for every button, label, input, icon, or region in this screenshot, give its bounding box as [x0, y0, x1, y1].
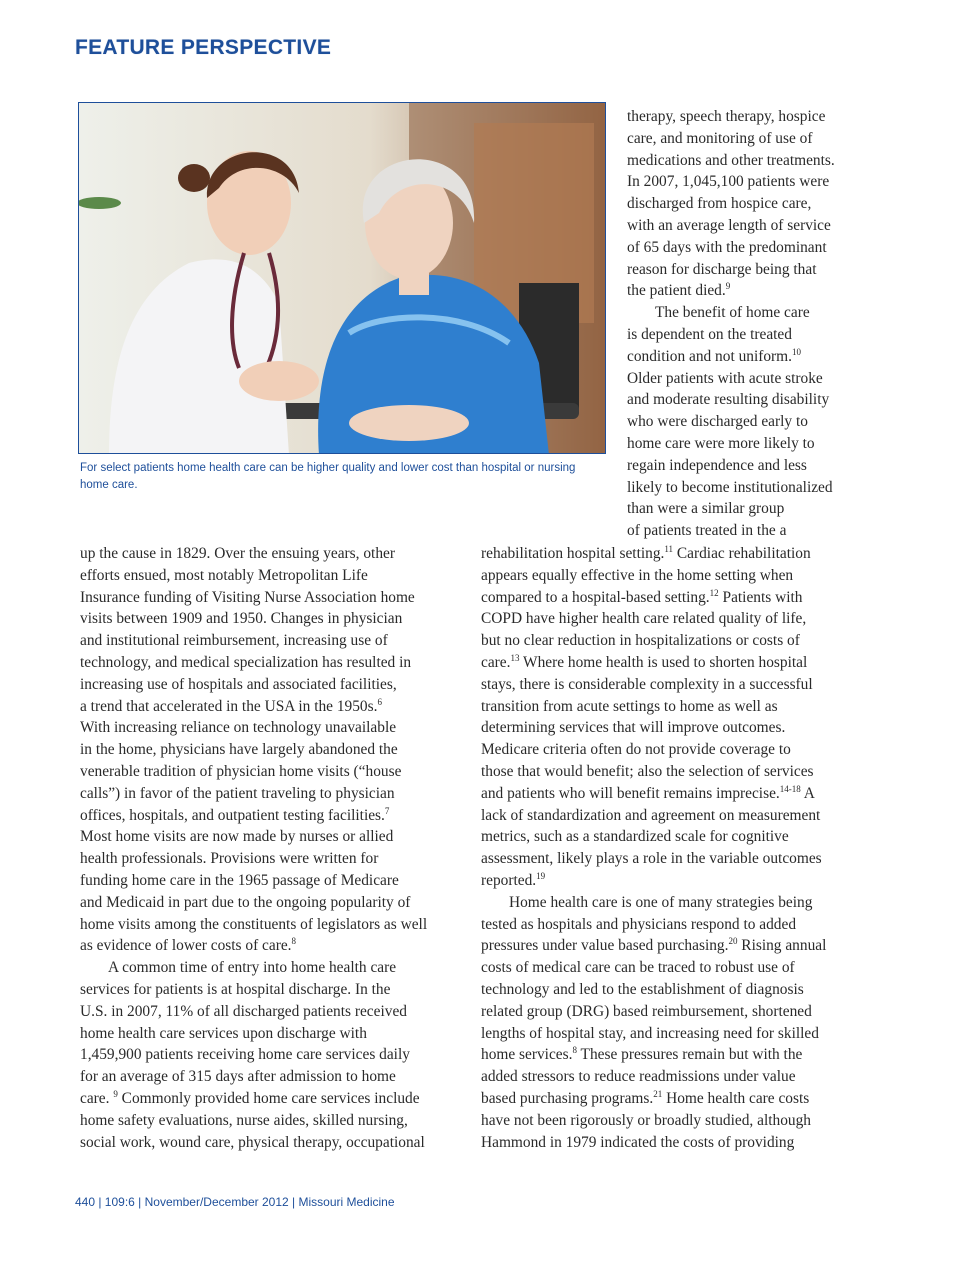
- line-text: Where home health is used to shorten hospital: [519, 653, 808, 671]
- text-line: [627, 215, 887, 237]
- text-line: [80, 1088, 470, 1110]
- text-line: [627, 106, 887, 128]
- text-line: [481, 630, 871, 652]
- line-text: visits between 1909 and 1950. Changes in physician: [80, 610, 403, 628]
- line-text: reported.: [481, 871, 537, 889]
- line-text: home visits among the constituents of legislators as well: [80, 915, 428, 933]
- text-line: [627, 368, 887, 390]
- text-line: [80, 1044, 470, 1066]
- line-text: with an average length of service: [627, 216, 831, 234]
- line-text: pressures under value based purchasing.: [481, 937, 729, 955]
- line-text: lack of standardization and agreement on measurement: [481, 806, 821, 824]
- line-text: efforts ensued, most notably Metropolitan Life: [80, 566, 368, 584]
- text-line: [80, 761, 470, 783]
- line-text: Hammond in 1979 indicated the costs of providing: [481, 1133, 795, 1151]
- line-text: Cardiac rehabilitation: [673, 545, 811, 562]
- line-text: related group (DRG) based reimbursement, shortened: [481, 1002, 812, 1020]
- text-line: [80, 717, 470, 739]
- line-text: social work, wound care, physical therapy, occupational: [80, 1133, 425, 1151]
- footnote-ref: 11: [664, 544, 674, 554]
- line-text: Home health care costs: [662, 1089, 810, 1107]
- text-line: [627, 346, 887, 368]
- line-text: venerable tradition of physician home visits (“house: [80, 762, 402, 780]
- line-text: Commonly provided home care services include: [117, 1089, 420, 1107]
- text-line: [80, 630, 470, 652]
- footnote-ref: 6: [377, 696, 382, 707]
- text-line: [481, 739, 871, 761]
- line-text: based purchasing programs.: [481, 1089, 654, 1107]
- text-line: [80, 565, 470, 587]
- line-text: Home health care is one of many strategies being: [509, 893, 813, 911]
- line-text: Medicare criteria often do not provide coverage to: [481, 741, 791, 759]
- text-line: [80, 652, 470, 674]
- line-text: appears equally effective in the home setting when: [481, 566, 794, 584]
- text-line: [481, 1110, 871, 1132]
- text-line: [481, 717, 871, 739]
- text-line: [481, 870, 871, 892]
- line-text: A: [800, 784, 815, 802]
- text-line: [481, 783, 871, 805]
- line-text: transition from acute settings to home as well as: [481, 697, 778, 715]
- line-text: technology and led to the establishment of diagnosis: [481, 980, 804, 998]
- text-line: [80, 608, 470, 630]
- page-footer: 440 | 109:6 | November/December 2012 | Missouri Medicine: [75, 1195, 395, 1209]
- text-line: [80, 979, 470, 1001]
- line-text: metrics, such as a standardized scale for cognitive: [481, 828, 789, 846]
- line-text: condition and not uniform.: [627, 347, 792, 365]
- text-line: [627, 520, 887, 542]
- line-text: the patient died.: [627, 282, 726, 300]
- section-header: FEATURE PERSPECTIVE: [75, 36, 332, 59]
- line-text: as evidence of lower costs of care.: [80, 937, 292, 955]
- line-text: U.S. in 2007, 11% of all discharged patients received: [80, 1002, 407, 1020]
- footnote-ref: 19: [536, 870, 546, 881]
- text-line: [481, 674, 871, 696]
- line-text: costs of medical care can be traced to robust use of: [481, 959, 795, 977]
- line-text: medications and other treatments.: [627, 151, 835, 169]
- text-line: [627, 477, 887, 499]
- footnote-ref: 9: [725, 281, 731, 292]
- line-text: regain independence and less: [627, 456, 807, 474]
- text-line: [481, 608, 871, 630]
- text-line: [627, 128, 887, 150]
- text-line: [80, 957, 470, 979]
- line-text: A common time of entry into home health care: [108, 959, 397, 977]
- text-line: [481, 979, 871, 1001]
- line-text: and Medicaid in part due to the ongoing popularity of: [80, 893, 411, 911]
- line-text: up the cause in 1829. Over the ensuing years, other: [80, 545, 395, 562]
- line-text: Insurance funding of Visiting Nurse Association home: [80, 588, 415, 606]
- text-line: [481, 565, 871, 587]
- text-line: [481, 914, 871, 936]
- line-text: lengths of hospital stay, and increasing need for skilled: [481, 1024, 819, 1042]
- text-line: [80, 805, 470, 827]
- footnote-ref: 9: [113, 1088, 118, 1099]
- text-line: [627, 324, 887, 346]
- text-line: [627, 433, 887, 455]
- line-text: a trend that accelerated in the USA in the 1950s.: [80, 697, 378, 715]
- text-line: [627, 259, 887, 281]
- text-line: [80, 696, 470, 718]
- text-line: [80, 1001, 470, 1023]
- line-text: of patients treated in the a: [627, 522, 787, 540]
- line-text: services for patients is at hospital discharge. In the: [80, 980, 391, 998]
- right-column-top: [627, 106, 887, 542]
- line-text: calls”) in favor of the patient traveling to physician: [80, 784, 395, 802]
- photo-illustration: [79, 103, 606, 454]
- line-text: determining services that will improve outcomes.: [481, 719, 786, 737]
- text-line: [80, 1132, 470, 1154]
- footnote-ref: 21: [653, 1088, 663, 1099]
- text-line: [627, 280, 887, 302]
- line-text: added stressors to reduce readmissions under value: [481, 1068, 796, 1086]
- footnote-ref: 8: [291, 936, 297, 947]
- text-line: [481, 1023, 871, 1045]
- text-line: [481, 696, 871, 718]
- line-text: reason for discharge being that: [627, 260, 817, 278]
- line-text: and institutional reimbursement, increasing use of: [80, 632, 388, 650]
- line-text: compared to a hospital-based setting.: [481, 588, 710, 606]
- line-text: Older patients with acute stroke: [627, 369, 823, 387]
- nurse-patient-photo: [78, 102, 606, 454]
- line-text: but no clear reduction in hospitalizations or costs of: [481, 632, 800, 650]
- line-text: rehabilitation hospital setting.: [481, 545, 665, 562]
- right-column: [481, 543, 871, 1153]
- text-line: [481, 1088, 871, 1110]
- text-line: [80, 1023, 470, 1045]
- line-text: increasing use of hospitals and associated facilities,: [80, 675, 397, 693]
- line-text: stays, there is considerable complexity in a successful: [481, 675, 813, 693]
- line-text: is dependent on the treated: [627, 325, 792, 343]
- text-line: [481, 892, 871, 914]
- line-text: in the home, physicians have largely abandoned the: [80, 741, 398, 759]
- footnote-ref: 20: [728, 936, 738, 947]
- text-line: [627, 171, 887, 193]
- text-line: [627, 498, 887, 520]
- text-line: [80, 587, 470, 609]
- text-line: [481, 1044, 871, 1066]
- line-text: technology, and medical specialization has resulted in: [80, 653, 412, 671]
- line-text: care.: [80, 1089, 110, 1107]
- line-text: COPD have higher health care related quality of life,: [481, 610, 807, 628]
- footnote-ref: 13: [510, 652, 520, 663]
- line-text: care.: [481, 653, 511, 671]
- left-column: [80, 543, 470, 1153]
- line-text: tested as hospitals and physicians respond to added: [481, 915, 797, 933]
- line-text: of 65 days with the predominant: [627, 238, 827, 256]
- text-line: [80, 848, 470, 870]
- text-line: [627, 302, 887, 324]
- text-line: [627, 150, 887, 172]
- line-text: health professionals. Provisions were written for: [80, 850, 379, 868]
- line-text: likely to become institutionalized: [627, 478, 833, 496]
- line-text: therapy, speech therapy, hospice: [627, 108, 826, 125]
- line-text: The benefit of home care: [655, 304, 810, 322]
- line-text: 1,459,900 patients receiving home care services daily: [80, 1046, 410, 1064]
- text-line: [481, 652, 871, 674]
- text-line: [481, 1132, 871, 1154]
- text-line: [80, 892, 470, 914]
- photo-caption: For select patients home health care can be higher quality and lower cost than hospital or nursing home care.: [80, 462, 576, 491]
- line-text: than were a similar group: [627, 500, 785, 518]
- text-line: [627, 411, 887, 433]
- text-line: [481, 761, 871, 783]
- line-text: home safety evaluations, nurse aides, skilled nursing,: [80, 1111, 408, 1129]
- line-text: assessment, likely plays a role in the variable outcomes: [481, 850, 822, 868]
- text-line: [481, 935, 871, 957]
- text-line: [80, 826, 470, 848]
- line-text: offices, hospitals, and outpatient testing facilities.: [80, 806, 385, 824]
- text-line: [627, 389, 887, 411]
- line-text: and moderate resulting disability: [627, 391, 830, 409]
- footnote-ref: 14-18: [779, 783, 801, 794]
- text-line: [627, 237, 887, 259]
- text-line: [627, 455, 887, 477]
- footnote-ref: 7: [384, 805, 390, 816]
- footnote-ref: 10: [792, 346, 801, 357]
- line-text: home care were more likely to: [627, 434, 815, 452]
- line-text: have not been rigorously or broadly studied, although: [481, 1111, 811, 1129]
- text-line: [80, 543, 470, 565]
- text-line: [80, 914, 470, 936]
- text-line: [481, 957, 871, 979]
- line-text: and patients who will benefit remains imprecise.: [481, 784, 780, 802]
- text-line: [80, 783, 470, 805]
- line-text: home health care services upon discharge with: [80, 1024, 367, 1042]
- line-text: These pressures remain but with the: [576, 1046, 803, 1064]
- line-text: those that would benefit; also the selection of services: [481, 762, 814, 780]
- text-line: [481, 587, 871, 609]
- text-line: [80, 1066, 470, 1088]
- line-text: Rising annual: [737, 937, 827, 955]
- line-text: Patients with: [718, 588, 803, 606]
- line-text: care, and monitoring of use of: [627, 129, 813, 147]
- line-text: funding home care in the 1965 passage of Medicare: [80, 871, 399, 889]
- line-text: Most home visits are now made by nurses or allied: [80, 828, 394, 846]
- text-line: [481, 1066, 871, 1088]
- line-text: home services.: [481, 1046, 573, 1064]
- text-line: [80, 739, 470, 761]
- footnote-ref: 8: [572, 1045, 577, 1056]
- text-line: [80, 1110, 470, 1132]
- text-line: [627, 193, 887, 215]
- text-line: [481, 826, 871, 848]
- line-text: discharged from hospice care,: [627, 195, 812, 213]
- line-text: With increasing reliance on technology unavailable: [80, 719, 397, 737]
- text-line: [481, 543, 871, 565]
- text-line: [80, 870, 470, 892]
- line-text: In 2007, 1,045,100 patients were: [627, 173, 830, 191]
- text-line: [80, 674, 470, 696]
- text-line: [481, 1001, 871, 1023]
- line-text: who were discharged early to: [627, 413, 808, 431]
- text-line: [80, 935, 470, 957]
- text-line: [481, 805, 871, 827]
- footnote-ref: 12: [709, 587, 719, 598]
- line-text: for an average of 315 days after admission to home: [80, 1068, 396, 1086]
- text-line: [481, 848, 871, 870]
